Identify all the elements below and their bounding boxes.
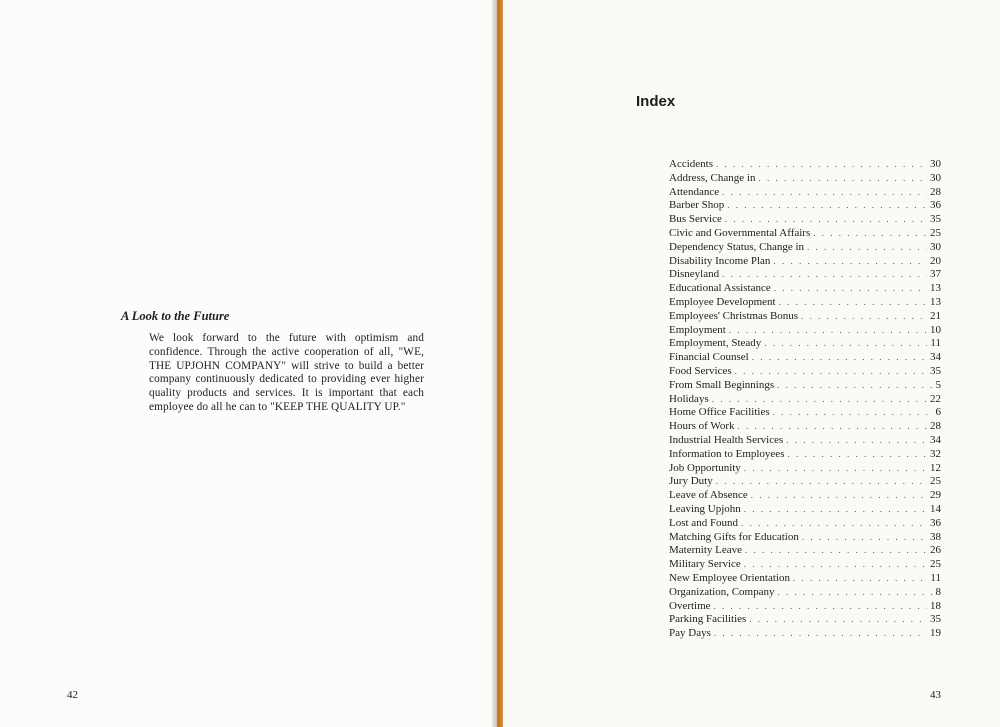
index-entry-page: 32 — [930, 447, 941, 460]
index-entry-label: Jury Duty — [669, 475, 713, 488]
dot-leader — [729, 324, 927, 338]
index-entry-page: 38 — [930, 530, 941, 543]
index-entry — [669, 613, 941, 627]
index-entry-page: 13 — [930, 282, 941, 295]
index-entry-label: Employment — [669, 323, 726, 336]
dot-leader — [802, 531, 927, 545]
index-entry — [669, 365, 941, 379]
index-entry-page: 37 — [930, 268, 941, 281]
dot-leader — [773, 406, 933, 420]
dot-leader — [722, 268, 927, 282]
index-entry-label: Pay Days — [669, 627, 711, 640]
dot-leader — [725, 213, 927, 227]
index-entry-page: 25 — [930, 558, 941, 571]
index-entry-page: 6 — [935, 406, 941, 419]
index-entry-page: 28 — [930, 185, 941, 198]
index-entry-label: Leave of Absence — [669, 489, 748, 502]
index-entry-page: 34 — [930, 351, 941, 364]
dot-leader — [749, 613, 927, 627]
index-entry-page: 18 — [930, 599, 941, 612]
index-entry-page: 35 — [930, 613, 941, 626]
index-entry — [669, 531, 941, 545]
index-entry — [669, 572, 941, 586]
index-entry — [669, 310, 941, 324]
dot-leader — [764, 337, 927, 351]
index-entry-label: Information to Employees — [669, 447, 785, 460]
index-entry-page: 30 — [930, 158, 941, 170]
index-entry-label: Matching Gifts for Education — [669, 530, 799, 543]
dot-leader — [786, 434, 927, 448]
index-entry-page: 35 — [930, 213, 941, 226]
index-entry — [669, 558, 941, 572]
dot-leader — [779, 296, 927, 310]
index-entry-page: 8 — [935, 585, 941, 598]
index-entry-page: 25 — [930, 226, 941, 239]
index-entry — [669, 627, 941, 641]
index-entry-page: 36 — [930, 199, 941, 212]
index-entry-label: Home Office Facilities — [669, 406, 770, 419]
dot-leader — [787, 448, 927, 462]
index-title: Index — [636, 93, 676, 110]
index-entry-page: 19 — [930, 627, 941, 640]
index-entry-page: 20 — [930, 254, 941, 267]
index-entry-page: 10 — [930, 323, 941, 336]
dot-leader — [758, 172, 927, 186]
index-entry — [669, 379, 941, 393]
dot-leader — [777, 379, 932, 393]
body-paragraph: We look forward to the future with optimism and confidence. Through the active cooperation of all, "WE, THE UPJOHN COMPANY" will strive to build a better company continuously dedicated to providing ever higher quality products and services. It is important that each employee do all he can to "KEEP THE QUALITY UP." — [149, 332, 424, 413]
dot-leader — [744, 462, 927, 476]
index-entry-label: Food Services — [669, 364, 732, 377]
index-entry-label: Employee Development — [669, 295, 776, 308]
index-entry-page: 30 — [930, 240, 941, 253]
index-entry-label: Civic and Governmental Affairs — [669, 226, 811, 239]
index-entry-label: Address, Change in — [669, 171, 756, 184]
index-entry-label: Organization, Company — [669, 585, 775, 598]
index-entry-label: Employees' Christmas Bonus — [669, 309, 799, 322]
index-entry-label: Holidays — [669, 392, 709, 405]
index-entry-page: 35 — [930, 364, 941, 377]
dot-leader — [751, 489, 927, 503]
index-entry — [669, 517, 941, 531]
dot-leader — [744, 503, 927, 517]
index-entry — [669, 158, 941, 172]
index-entry — [669, 544, 941, 558]
index-entry-page: 21 — [930, 309, 941, 322]
index-entry — [669, 586, 941, 600]
dot-leader — [752, 351, 927, 365]
page-number-right: 43 — [930, 689, 941, 701]
index-entry — [669, 489, 941, 503]
dot-leader — [738, 420, 927, 434]
index-entry-label: Disability Income Plan — [669, 254, 771, 267]
index-entry — [669, 255, 941, 269]
index-entry — [669, 351, 941, 365]
page-number-left: 42 — [67, 689, 78, 701]
dot-leader — [727, 199, 927, 213]
index-entry — [669, 475, 941, 489]
index-entry-label: Barber Shop — [669, 199, 725, 212]
index-entry-label: Parking Facilities — [669, 613, 747, 626]
index-entry — [669, 227, 941, 241]
index-entry-page: 28 — [930, 420, 941, 433]
dot-leader — [712, 393, 927, 407]
index-entry-label: Lost and Found — [669, 516, 739, 529]
index-entry-page: 25 — [930, 475, 941, 488]
index-entry-label: Maternity Leave — [669, 544, 742, 557]
dot-leader — [745, 544, 927, 558]
index-entry-page: 14 — [930, 502, 941, 515]
index-entry — [669, 296, 941, 310]
index-entry — [669, 393, 941, 407]
dot-leader — [773, 255, 927, 269]
dot-leader — [801, 310, 927, 324]
index-entry — [669, 503, 941, 517]
dot-leader — [722, 186, 927, 200]
dot-leader — [793, 572, 927, 586]
index-entry-label: New Employee Orientation — [669, 571, 790, 584]
index-entry — [669, 213, 941, 227]
index-entry — [669, 462, 941, 476]
index-entry-label: From Small Beginnings — [669, 378, 775, 391]
index-entry-label: Attendance — [669, 185, 720, 198]
index-entry — [669, 241, 941, 255]
index-entry-page: 26 — [930, 544, 941, 557]
index-entry-label: Accidents — [669, 158, 713, 170]
dot-leader — [716, 158, 927, 172]
index-entry-page: 34 — [930, 433, 941, 446]
index-entry — [669, 448, 941, 462]
index-entry-label: Job Opportunity — [669, 461, 741, 474]
index-entry-label: Bus Service — [669, 213, 722, 226]
index-entry-label: Overtime — [669, 599, 711, 612]
index-entry — [669, 600, 941, 614]
index-list — [669, 158, 941, 641]
dot-leader — [716, 475, 927, 489]
index-entry-page: 12 — [930, 461, 941, 474]
index-entry-page: 29 — [930, 489, 941, 502]
index-entry — [669, 337, 941, 351]
dot-leader — [714, 627, 927, 641]
index-entry — [669, 406, 941, 420]
index-entry-page: 13 — [930, 295, 941, 308]
left-page — [0, 0, 497, 727]
index-entry-page: 22 — [930, 392, 941, 405]
index-entry-page: 36 — [930, 516, 941, 529]
dot-leader — [744, 558, 927, 572]
index-entry-label: Leaving Upjohn — [669, 502, 741, 515]
dot-leader — [807, 241, 927, 255]
index-entry — [669, 172, 941, 186]
index-entry — [669, 282, 941, 296]
index-entry-label: Disneyland — [669, 268, 720, 281]
dot-leader — [813, 227, 927, 241]
index-entry — [669, 268, 941, 282]
index-entry-label: Dependency Status, Change in — [669, 240, 805, 253]
index-entry-page: 11 — [930, 337, 941, 350]
index-entry-page: 30 — [930, 171, 941, 184]
index-entry-page: 11 — [930, 571, 941, 584]
index-entry-label: Industrial Health Services — [669, 433, 784, 446]
index-entry-label: Financial Counsel — [669, 351, 749, 364]
dot-leader — [741, 517, 927, 531]
index-entry — [669, 199, 941, 213]
index-entry-label: Hours of Work — [669, 420, 735, 433]
index-entry-label: Educational Assistance — [669, 282, 771, 295]
section-title: A Look to the Future — [121, 309, 230, 323]
right-page — [503, 0, 1000, 727]
index-entry — [669, 420, 941, 434]
index-entry — [669, 434, 941, 448]
index-entry-label: Employment, Steady — [669, 337, 762, 350]
dot-leader — [714, 600, 927, 614]
index-entry — [669, 324, 941, 338]
index-entry-label: Military Service — [669, 558, 741, 571]
dot-leader — [778, 586, 933, 600]
index-entry-page: 5 — [935, 378, 941, 391]
dot-leader — [735, 365, 927, 379]
index-entry — [669, 186, 941, 200]
dot-leader — [774, 282, 927, 296]
